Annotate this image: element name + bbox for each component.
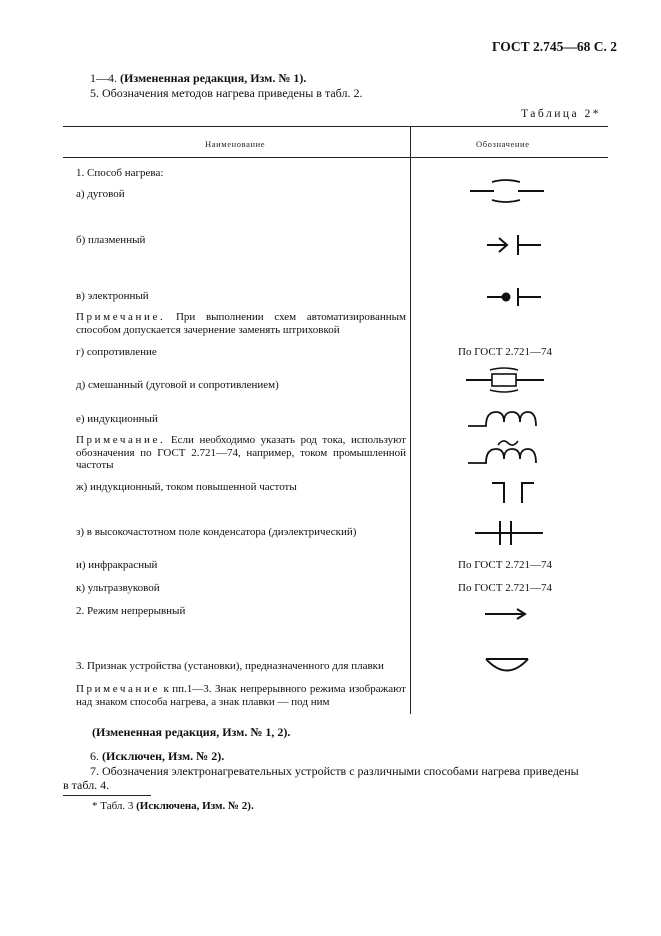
row-capacitor-field: з) в высокочастотном поле конденсатора (диэлектрический)	[76, 526, 357, 538]
table-header-border	[63, 157, 608, 158]
induction-ac-symbol	[468, 437, 548, 465]
row-infrared: и) инфракрасный	[76, 559, 158, 571]
note-3-text: к пп.1—3. Знак непрерывного режима изображают над знаком способа нагрева, а знак плавки — под ним	[76, 683, 406, 708]
row-induction: е) индукционный	[76, 413, 158, 425]
row-induction-high-freq: ж) индукционный, током повышенной частоты	[76, 481, 297, 493]
ref-ultrasonic: По ГОСТ 2.721—74	[458, 582, 552, 594]
note-1-text: При выполнении схем автоматизированным способом допускается зачернение заменять штриховкой	[76, 311, 406, 336]
footnote-label: * Табл. 3	[92, 800, 137, 812]
table-caption: Таблица 2*	[521, 108, 601, 120]
paragraph-6-excluded: (Исключен, Изм. № 2).	[102, 749, 225, 763]
plasma-heating-symbol	[487, 234, 543, 256]
footnote	[92, 800, 254, 812]
ref-resistance: По ГОСТ 2.721—74	[458, 346, 552, 358]
page-header: ГОСТ 2.745—68 С. 2	[491, 39, 617, 54]
paragraph-7-line-1: 7. Обозначения электронагревательных устройств с различными способами нагрева приведены	[90, 764, 579, 778]
row-melting-sign: 3. Признак устройства (установки), предназначенного для плавки	[76, 660, 384, 672]
row-arc: а) дуговой	[76, 188, 125, 200]
paragraph-6	[90, 749, 224, 763]
row-heating-method: 1. Способ нагрева:	[76, 167, 164, 179]
continuous-mode-arrow	[485, 607, 530, 621]
note-2	[76, 434, 406, 472]
note-3	[76, 683, 406, 708]
paragraph-6-number: 6.	[90, 749, 102, 763]
note-2-prefix: Примечание.	[76, 434, 166, 446]
footnote-excluded: (Исключена, Изм. № 2).	[136, 800, 254, 812]
ref-infrared: По ГОСТ 2.721—74	[458, 559, 552, 571]
paragraph-7-line-2: в табл. 4.	[63, 778, 110, 792]
paragraph-5: 5. Обозначения методов нагрева приведены в табл. 2.	[90, 86, 363, 100]
row-mixed: д) смешанный (дуговой и сопротивлением)	[76, 379, 279, 391]
mixed-heating-symbol	[466, 368, 546, 392]
row-resistance: г) сопротивление	[76, 346, 157, 358]
note-3-prefix: Примечание	[76, 683, 160, 695]
paragraph-1-4-number: 1—4.	[90, 71, 120, 85]
row-electron: в) электронный	[76, 290, 149, 302]
electron-heating-symbol	[487, 287, 543, 307]
note-1-prefix: Примечание.	[76, 311, 166, 323]
table-top-border	[63, 126, 608, 127]
capacitor-heating-symbol	[475, 518, 545, 548]
induction-heating-symbol	[468, 408, 548, 428]
arc-heating-symbol	[470, 178, 546, 204]
note-1	[76, 311, 406, 336]
footnote-separator	[63, 795, 151, 796]
row-plasma: б) плазменный	[76, 234, 146, 246]
note-2-text: Если необходимо указать род тока, используют обозначения по ГОСТ 2.721—74, например, током промышленной частоты	[76, 434, 406, 471]
table-column-divider	[410, 126, 411, 714]
paragraph-1-4-amendment: (Измененная редакция, Изм. № 1).	[120, 71, 307, 85]
amendment-note: (Измененная редакция, Изм. № 1, 2).	[92, 725, 291, 739]
row-ultrasonic: к) ультразвуковой	[76, 582, 160, 594]
column-header-name: Наименование	[205, 139, 266, 149]
paragraph-1-4	[90, 71, 306, 85]
column-header-symbol: Обозначение	[476, 139, 530, 149]
induction-high-freq-symbol	[492, 479, 544, 505]
row-continuous-mode: 2. Режим непрерывный	[76, 605, 186, 617]
melting-sign-symbol	[486, 656, 530, 676]
